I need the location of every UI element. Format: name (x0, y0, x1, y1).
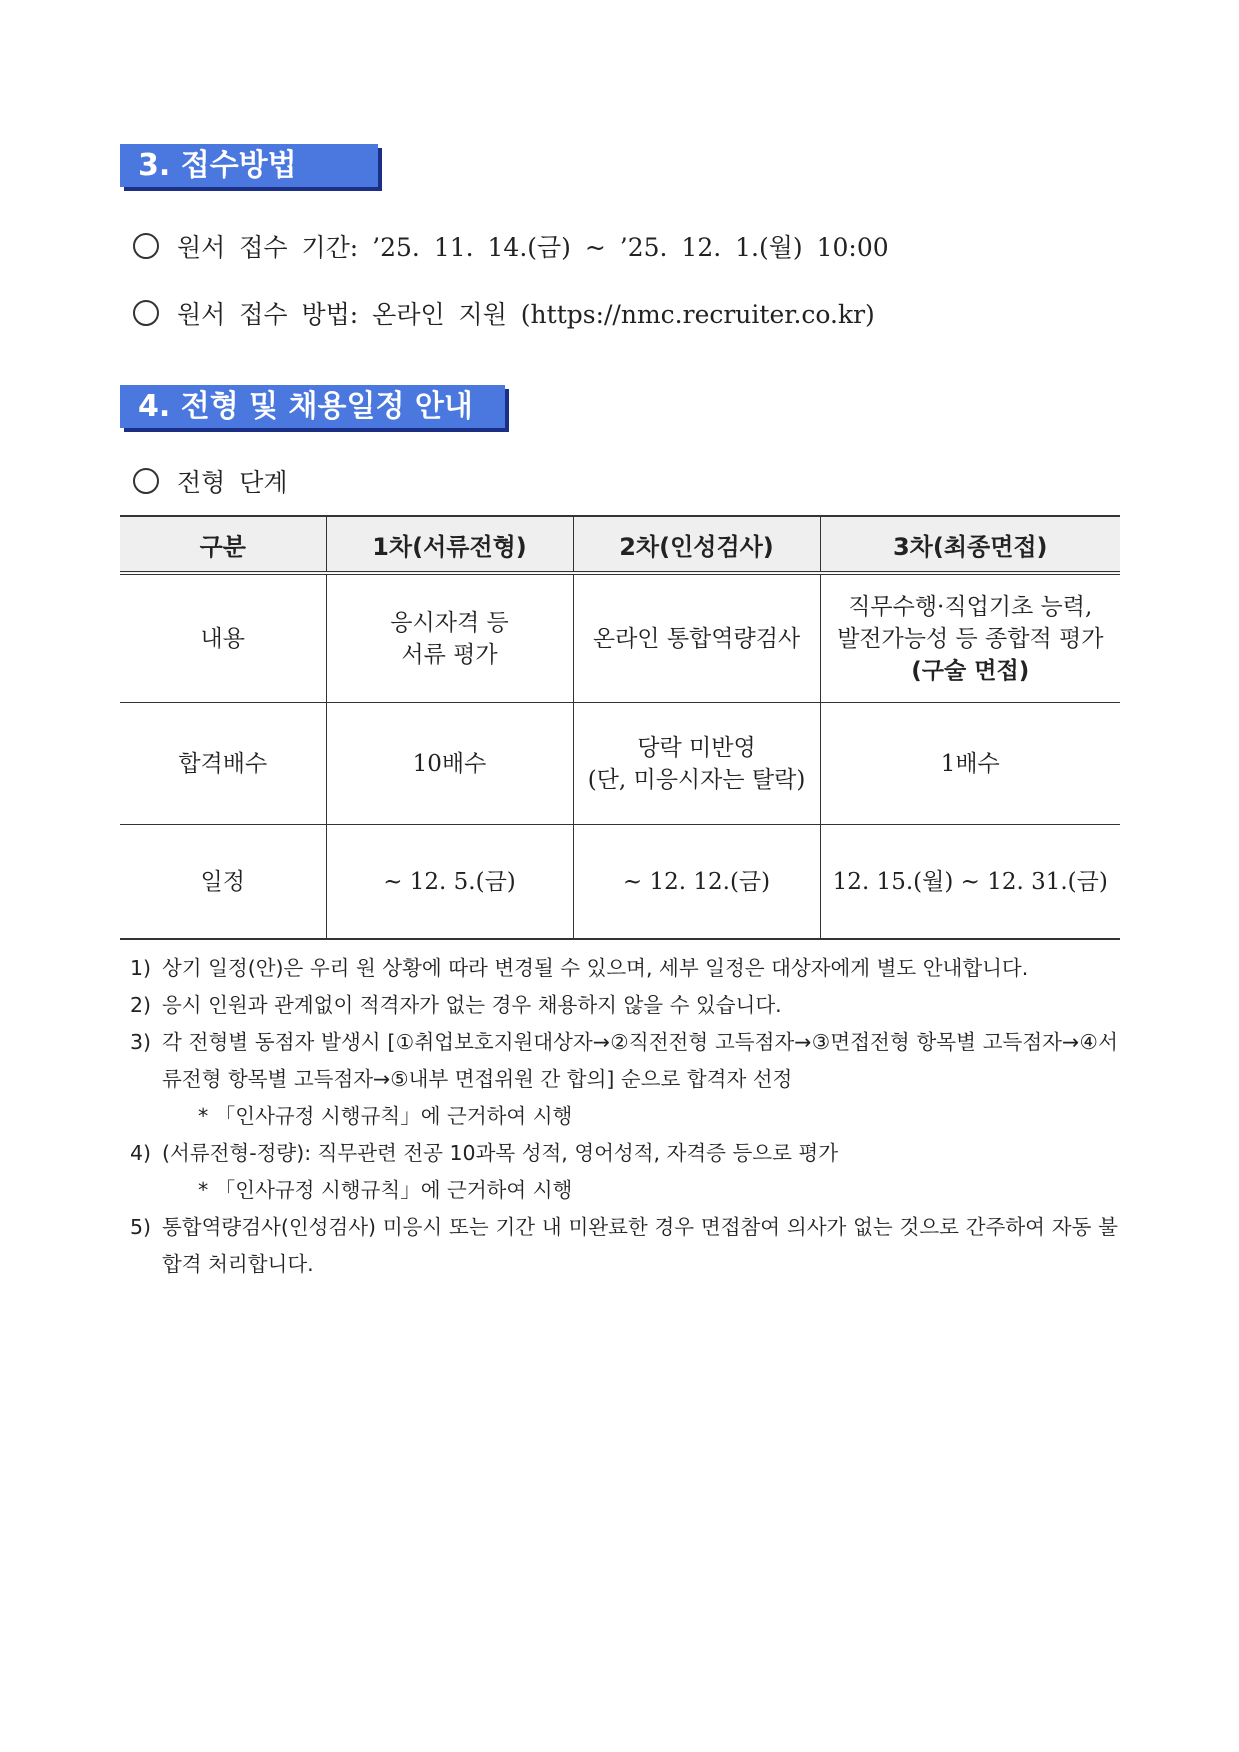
row-label-multiplier: 합격배수 (120, 703, 326, 825)
header-category: 구분 (120, 516, 326, 573)
circle-bullet-icon (133, 233, 159, 259)
note-text: 응시 인원과 관계없이 적격자가 없는 경우 채용하지 않을 수 있습니다. (162, 993, 782, 1017)
cell-stage3-multiplier: 1배수 (820, 703, 1120, 825)
note-text: 통합역량검사(인성검사) 미응시 또는 기간 내 미완료한 경우 면접참여 의사가 없는 것으로 간주하여 자동 불합격 처리합니다. (162, 1215, 1118, 1276)
header-stage-2: 2차(인성검사) (573, 516, 820, 573)
cell-text: 서류 평가 (401, 641, 498, 668)
cell-text: 응시자격 등 (390, 609, 509, 636)
note-number: 2) (130, 993, 152, 1017)
cell-stage3-schedule: 12. 15.(월) ~ 12. 31.(금) (820, 825, 1120, 940)
cell-stage2-multiplier (573, 703, 820, 825)
note-number: 4) (130, 1141, 152, 1165)
note-number: 5) (130, 1215, 152, 1239)
cell-stage1-content (326, 573, 573, 703)
table-header-row (120, 516, 1120, 573)
apply-method-line (133, 295, 875, 331)
header-stage-3: 3차(최종면접) (820, 516, 1120, 573)
cell-stage2-schedule: ~ 12. 12.(금) (573, 825, 820, 940)
cell-stage2-content: 온라인 통합역량검사 (573, 573, 820, 703)
row-label-content: 내용 (120, 573, 326, 703)
header-stage-1: 1차(서류전형) (326, 516, 573, 573)
apply-period-line (133, 228, 889, 264)
selection-schedule-table (120, 515, 1120, 940)
note-number: 3) (130, 1030, 152, 1054)
note-item (130, 1024, 1118, 1135)
note-item (130, 1209, 1118, 1283)
note-text: 상기 일정(안)은 우리 원 상황에 따라 변경될 수 있으며, 세부 일정은 대상자에게 별도 안내합니다. (162, 956, 1029, 980)
cell-stage1-schedule: ~ 12. 5.(금) (326, 825, 573, 940)
circle-bullet-icon (133, 468, 159, 494)
cell-stage1-multiplier: 10배수 (326, 703, 573, 825)
note-text: 각 전형별 동점자 발생시 [①취업보호지원대상자→②직전전형 고득점자→③면접전형 항목별 고득점자→④서류전형 항목별 고득점자→⑤내부 면접위원 간 합의] 순으로 합격자 선정 (162, 1030, 1118, 1091)
table-row-multiplier (120, 703, 1120, 825)
notes-list (130, 950, 1118, 1283)
note-number: 1) (130, 956, 152, 980)
note-item (130, 950, 1118, 987)
note-item (130, 987, 1118, 1024)
cell-text-bold: (구술 면접) (911, 657, 1030, 684)
note-item (130, 1135, 1118, 1209)
section-3-heading: 3. 접수방법 (120, 144, 378, 187)
note-subtext: * 「인사규정 시행규칙」에 근거하여 시행 (198, 1104, 573, 1128)
circle-bullet-icon (133, 300, 159, 326)
section-4-heading: 4. 전형 및 채용일정 안내 (120, 385, 505, 428)
note-text: (서류전형-정량): 직무관련 전공 10과목 성적, 영어성적, 자격증 등으로 평가 (162, 1141, 839, 1165)
note-subtext: * 「인사규정 시행규칙」에 근거하여 시행 (198, 1178, 573, 1202)
row-label-schedule: 일정 (120, 825, 326, 940)
apply-period-text: 원서 접수 기간: ’25. 11. 14.(금) ~ ’25. 12. 1.(월) 10:00 (177, 233, 889, 262)
cell-text: 당락 미반영 (637, 734, 756, 761)
apply-method-text: 원서 접수 방법: 온라인 지원 (https://nmc.recruiter.co.kr) (177, 300, 875, 329)
cell-text: 직무수행·직업기초 능력, (848, 593, 1093, 620)
cell-stage3-content (820, 573, 1120, 703)
cell-text: 발전가능성 등 종합적 평가 (837, 625, 1104, 652)
table-row-schedule (120, 825, 1120, 940)
stage-subtitle-text: 전형 단계 (177, 468, 288, 497)
stage-subtitle-line (133, 463, 288, 499)
table-row-content (120, 573, 1120, 703)
cell-text: (단, 미응시자는 탈락) (587, 766, 806, 793)
